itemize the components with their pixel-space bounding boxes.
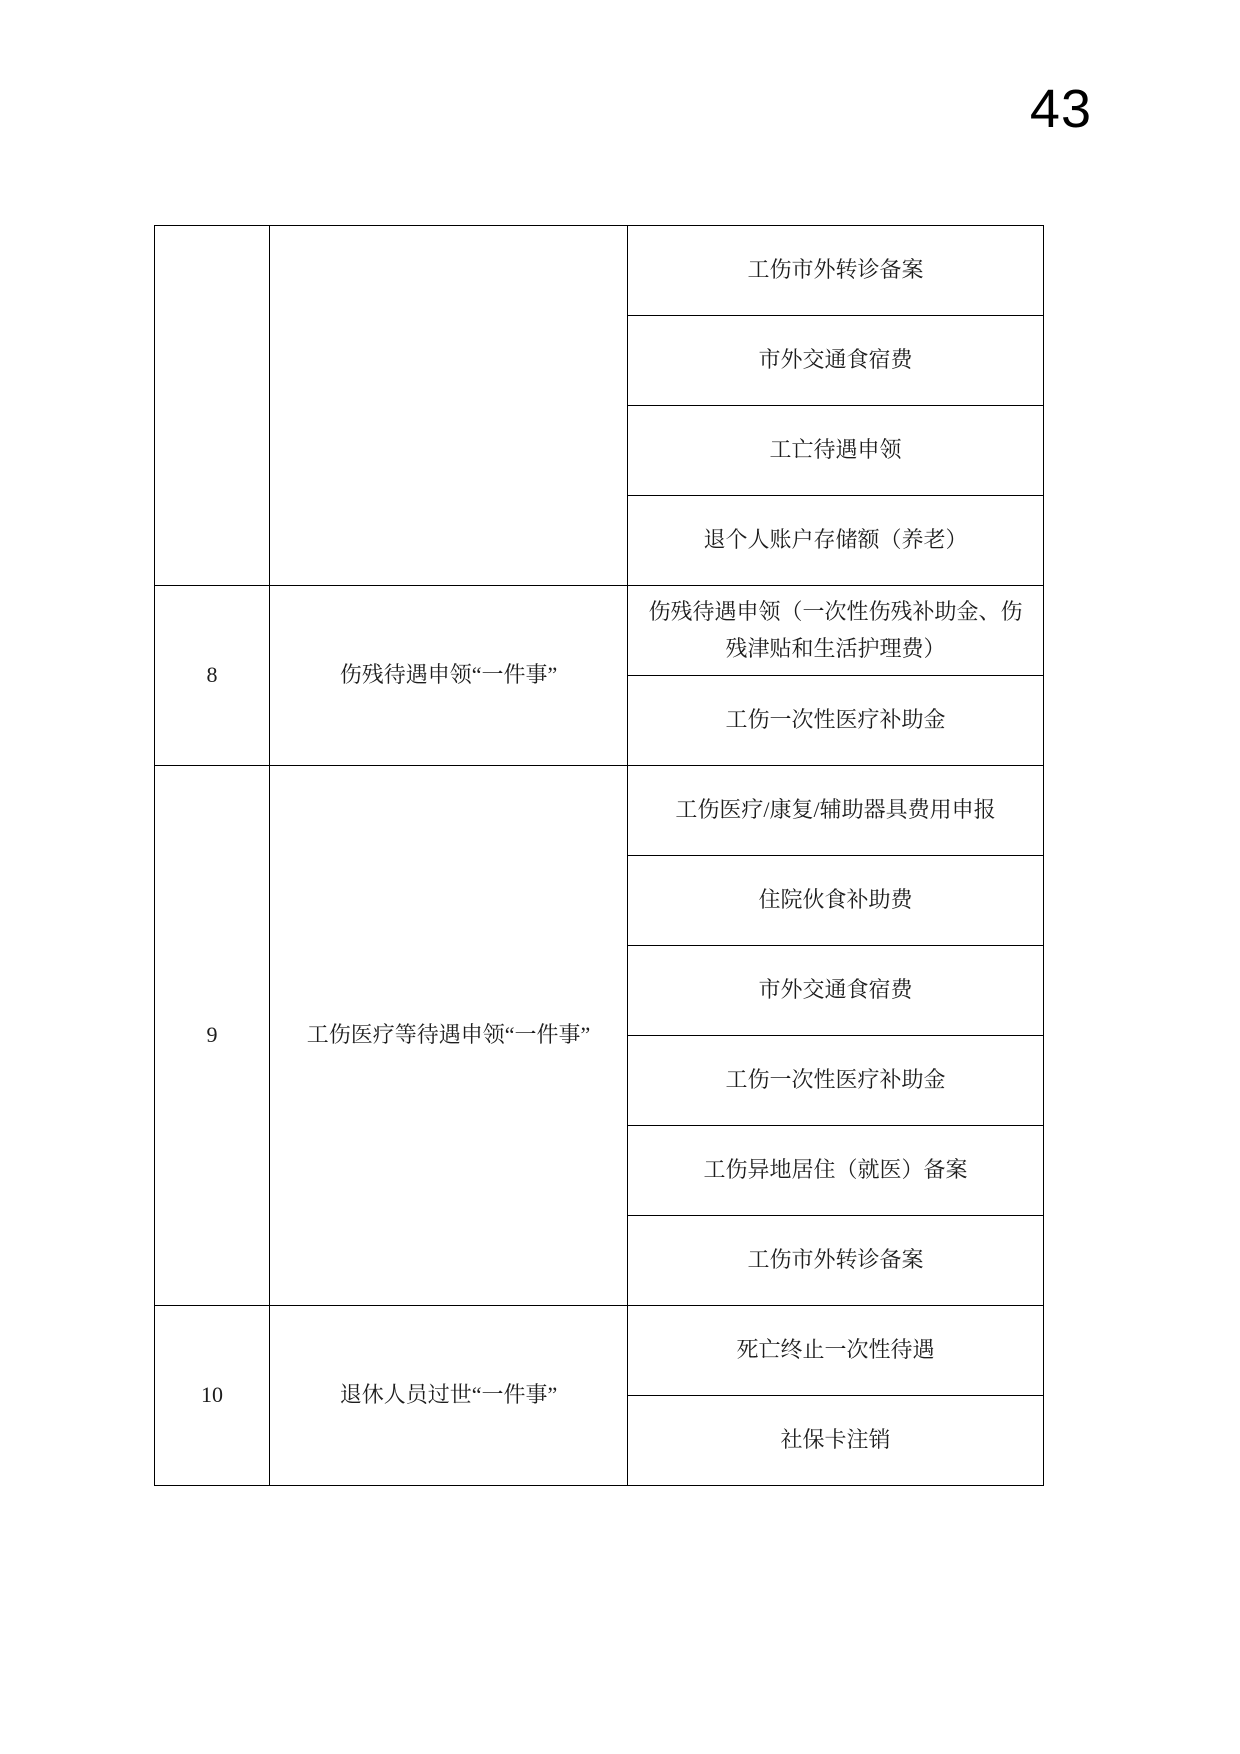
service-table-body xyxy=(155,226,1044,1486)
service-item-cell: 死亡终止一次性待遇 xyxy=(628,1306,1044,1396)
group-number-cell xyxy=(155,226,270,586)
table-row xyxy=(155,1306,1044,1396)
group-label-cell: 伤残待遇申领“一件事” xyxy=(270,586,628,766)
service-item-cell: 退个人账户存储额（养老） xyxy=(628,496,1044,586)
table-row xyxy=(155,766,1044,856)
group-label-cell: 退休人员过世“一件事” xyxy=(270,1306,628,1486)
group-number-cell: 8 xyxy=(155,586,270,766)
group-label-cell xyxy=(270,226,628,586)
service-item-cell: 工伤市外转诊备案 xyxy=(628,226,1044,316)
service-item-cell: 市外交通食宿费 xyxy=(628,316,1044,406)
service-item-cell: 工伤一次性医疗补助金 xyxy=(628,1036,1044,1126)
service-item-cell: 伤残待遇申领（一次性伤残补助金、伤残津贴和生活护理费） xyxy=(628,586,1044,676)
group-label-cell: 工伤医疗等待遇申领“一件事” xyxy=(270,766,628,1306)
table-row xyxy=(155,226,1044,316)
service-item-cell: 市外交通食宿费 xyxy=(628,946,1044,1036)
service-item-cell: 工伤一次性医疗补助金 xyxy=(628,676,1044,766)
table-row xyxy=(155,586,1044,676)
service-item-cell: 工伤异地居住（就医）备案 xyxy=(628,1126,1044,1216)
service-item-cell: 社保卡注销 xyxy=(628,1396,1044,1486)
page-number: 43 xyxy=(1029,79,1092,139)
group-number-cell: 9 xyxy=(155,766,270,1306)
service-item-cell: 住院伙食补助费 xyxy=(628,856,1044,946)
service-item-cell: 工伤市外转诊备案 xyxy=(628,1216,1044,1306)
service-item-cell: 工亡待遇申领 xyxy=(628,406,1044,496)
service-item-cell: 工伤医疗/康复/辅助器具费用申报 xyxy=(628,766,1044,856)
group-number-cell: 10 xyxy=(155,1306,270,1486)
service-table xyxy=(154,225,1044,1486)
